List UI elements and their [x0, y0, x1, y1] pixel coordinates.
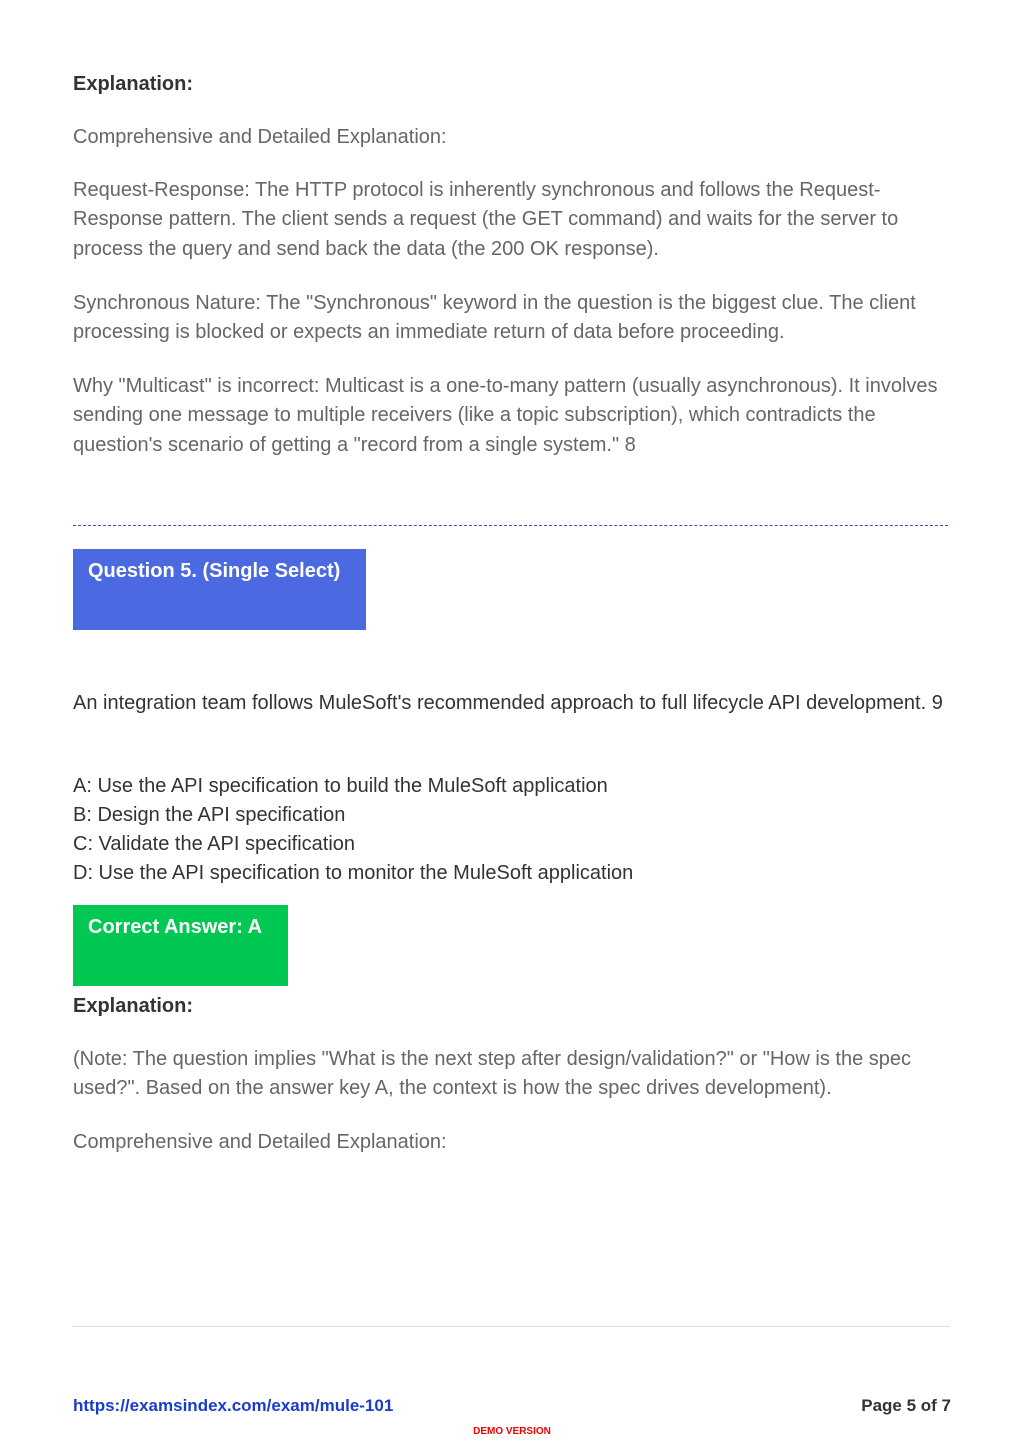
correct-answer-box — [73, 905, 288, 986]
explanation-intro: Comprehensive and Detailed Explanation: — [73, 126, 447, 148]
question-label: Question 5. (Single Select) — [88, 560, 341, 582]
explanation-note: (Note: The question implies "What is the next step after design/validation?" or "How is the spec used?". Based on the answer key A, the context is how the spec drives development). — [73, 1048, 912, 1100]
explanation-intro: Comprehensive and Detailed Explanation: — [73, 1131, 447, 1153]
footer-divider — [73, 1326, 950, 1327]
option-a: A: Use the API specification to build the MuleSoft application — [73, 775, 608, 797]
correct-answer: Correct Answer: A — [88, 916, 263, 938]
demo-watermark: DEMO VERSION — [473, 1426, 551, 1437]
section-divider — [73, 525, 948, 526]
question-text: An integration team follows MuleSoft's recommended approach to full lifecycle API development. 9 — [73, 692, 943, 714]
explanation-heading: Explanation: — [73, 73, 194, 95]
option-b: B: Design the API specification — [73, 804, 346, 826]
explanation-paragraph: Request-Response: The HTTP protocol is inherently synchronous and follows the Request-Response pattern. The client sends a request (the GET command) and waits for the server to process the query and send back the data (the 200 OK response). — [73, 179, 899, 260]
page-number: Page 5 of 7 — [861, 1396, 951, 1415]
option-c: C: Validate the API specification — [73, 833, 356, 855]
explanation-paragraph: Synchronous Nature: The "Synchronous" keyword in the question is the biggest clue. The client processing is blocked or expects an immediate return of data before proceeding. — [73, 292, 916, 344]
explanation-heading: Explanation: — [73, 995, 194, 1017]
question-label-box — [73, 549, 366, 630]
explanation-paragraph: Why "Multicast" is incorrect: Multicast is a one-to-many pattern (usually asynchronous). It involves sending one message to multiple receivers (like a topic subscription), which contradicts the question's scenario of getting a "record from a single system." 8 — [73, 375, 938, 456]
option-d: D: Use the API specification to monitor the MuleSoft application — [73, 862, 634, 884]
footer-url-link[interactable]: https://examsindex.com/exam/mule-101 — [73, 1396, 394, 1415]
